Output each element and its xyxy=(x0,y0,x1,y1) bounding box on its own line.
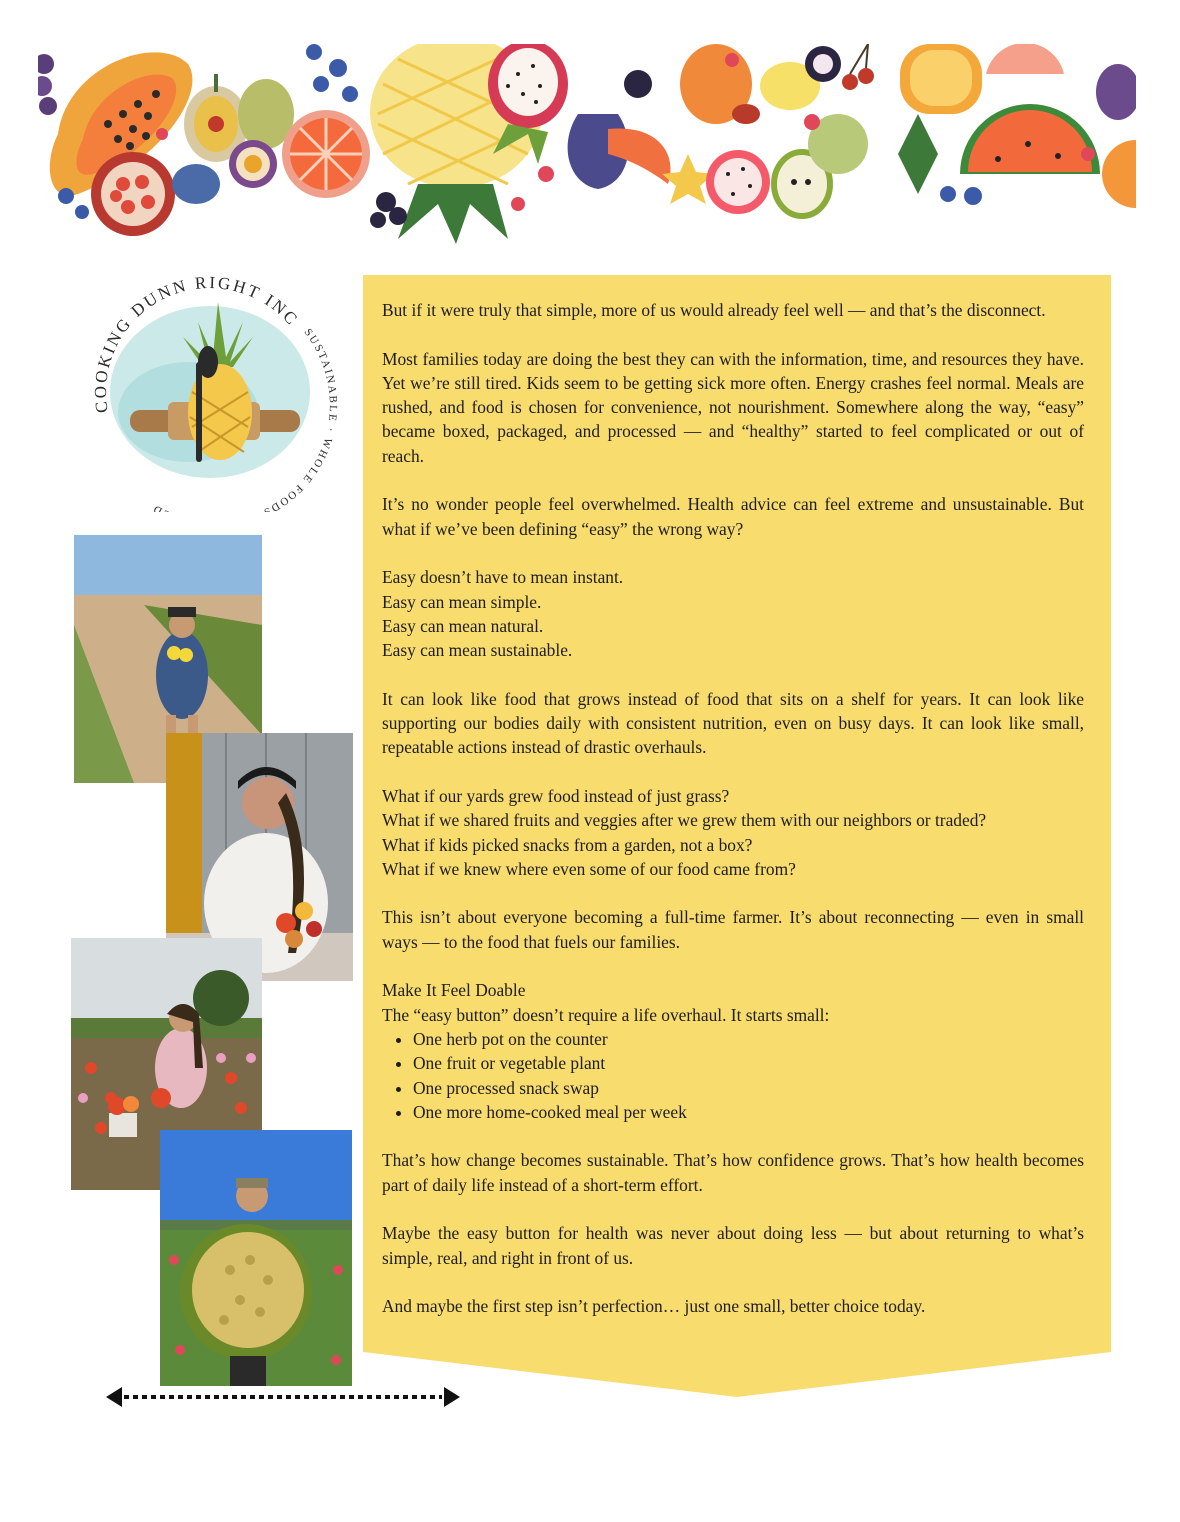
article-body xyxy=(382,298,1084,1343)
orange-icon xyxy=(1102,140,1136,208)
list-item: • One fruit or vegetable plant xyxy=(413,1051,1084,1075)
plum-icon xyxy=(172,164,220,204)
what-if-line: What if we shared fruits and veggies after we grew them with our neighbors or traded? xyxy=(382,810,987,831)
paragraph-easy-button: Maybe the easy button for health was never about doing less — but about returning to what’s simple, real, and right in front of us. xyxy=(382,1223,1084,1268)
grapefruit-icon xyxy=(282,110,370,198)
paragraph-families: Most families today are doing the best they can with the information, time, and resources they have. Yet we’re still tired. Kids seem to be getting sick more often. Energy crashes feel normal. Meals are rushed, and food is chosen for convenience, not nourishment. Somewhere along the way, “easy” became boxed, packaged, and processed — and “healthy” started to feel complicated or out of reach. xyxy=(382,348,1084,466)
fig-icon xyxy=(568,114,671,189)
lychee-icon xyxy=(805,46,841,82)
what-if-line: What if we knew where even some of our food came from? xyxy=(382,858,796,879)
orange-slice-icon xyxy=(706,150,770,214)
what-if-line: What if our yards grew food instead of just grass? xyxy=(382,785,730,806)
paragraph-sustainable-change: That’s how change becomes sustainable. That’s how confidence grows. That’s how health becomes part of daily life instead of a short-term effort. xyxy=(382,1150,1084,1195)
paragraph-first-step: And maybe the first step isn’t perfection… just one small, better choice today. xyxy=(382,1296,926,1317)
fork-icon xyxy=(196,362,202,462)
orange-half-icon xyxy=(900,44,982,114)
paragraph-look-like: It can look like food that grows instead of food that sits on a shelf for years. It can look like supporting our bodies daily with consistent nutrition, even on busy days. It can look like small, repeatable actions instead of drastic overhauls. xyxy=(382,688,1084,758)
watermelon-icon xyxy=(960,104,1100,174)
passion-fruit-icon xyxy=(229,140,277,188)
logo-arc-top-text: COOKING DUNN RIGHT INC xyxy=(90,272,303,415)
leaves-icon xyxy=(898,114,938,194)
plum-dark-icon xyxy=(1096,64,1136,120)
doable-list xyxy=(382,1027,1084,1124)
what-if-line: What if kids picked snacks from a garden, not a box? xyxy=(382,834,753,855)
list-item: • One more home-cooked meal per week xyxy=(413,1100,1084,1124)
paragraph-disconnect: But if it were truly that simple, more of us would already feel well — and that’s the disconnect. xyxy=(382,300,1046,320)
cherry-icon xyxy=(842,44,874,90)
doable-intro: The “easy button” doesn’t require a life overhaul. It starts small: xyxy=(382,1004,830,1025)
grapes-icon xyxy=(38,54,57,115)
paragraph-reconnecting: This isn’t about everyone becoming a full-time farmer. It’s about reconnecting — even in small ways — to the food that fuels our families. xyxy=(382,907,1084,952)
easy-line: Easy can mean simple. xyxy=(382,591,542,612)
spoon-icon xyxy=(198,346,218,378)
logo-arc-bottom-text: SUSTAINABLE · WHOLE FOODS D xyxy=(149,326,339,512)
easy-line: Easy can mean natural. xyxy=(382,615,544,636)
company-logo xyxy=(68,262,352,512)
list-item: • One processed snack swap xyxy=(413,1076,1084,1100)
mango-icon xyxy=(680,44,760,124)
pomegranate-icon xyxy=(91,152,175,236)
what-if-questions xyxy=(382,784,1084,881)
list-item: • One herb pot on the counter xyxy=(413,1027,1084,1051)
fruit-illustration-banner xyxy=(38,44,1136,244)
doable-heading: Make It Feel Doable xyxy=(382,980,526,1001)
photo-sunflower-head xyxy=(160,1130,352,1386)
easy-line: Easy doesn’t have to mean instant. xyxy=(382,567,624,588)
doable-section xyxy=(382,978,1084,1124)
paragraph-overwhelmed: It’s no wonder people feel overwhelmed. Health advice can feel extreme and unsustainable. But what if we’ve been defining “easy” the wrong way? xyxy=(382,494,1084,539)
person-icon xyxy=(156,631,208,719)
citrus-slice-icon xyxy=(986,44,1064,74)
easy-definitions xyxy=(382,565,1084,662)
easy-line: Easy can mean sustainable. xyxy=(382,640,573,661)
